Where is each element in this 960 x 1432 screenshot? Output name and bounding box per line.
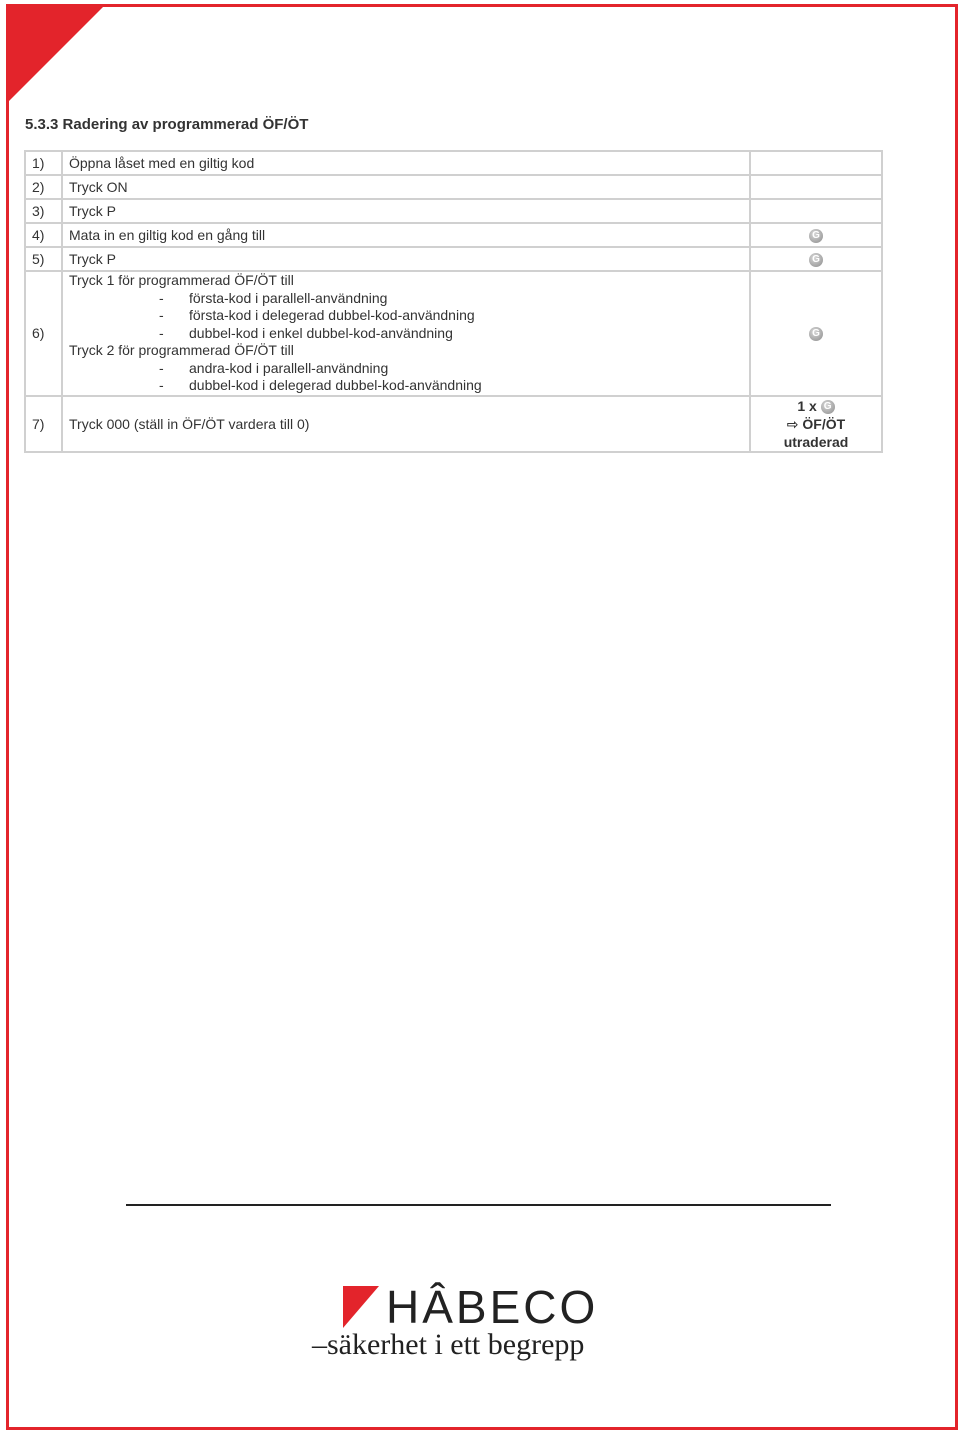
status-cell bbox=[750, 223, 882, 247]
g-indicator-icon: G bbox=[809, 327, 823, 341]
table-row bbox=[25, 247, 882, 271]
logo-wordmark: HÂBECO bbox=[386, 1281, 599, 1333]
option-item bbox=[69, 307, 743, 325]
dash: - bbox=[159, 324, 164, 341]
step-number: 4) bbox=[25, 223, 62, 247]
option-text: första-kod i parallell-användning bbox=[189, 289, 388, 306]
dash: - bbox=[159, 289, 164, 306]
table-row bbox=[25, 175, 882, 199]
dash: - bbox=[159, 307, 164, 323]
step-number: 5) bbox=[25, 247, 62, 271]
step-text: Öppna låset med en giltig kod bbox=[62, 151, 750, 175]
step-number: 7) bbox=[25, 396, 62, 452]
step-number: 6) bbox=[25, 271, 62, 396]
status-cell bbox=[750, 271, 882, 396]
step-number: 1) bbox=[25, 151, 62, 175]
option-item bbox=[69, 360, 743, 378]
footer-divider bbox=[126, 1204, 831, 1206]
option-text: dubbel-kod i enkel dubbel-kod-användning bbox=[189, 324, 453, 341]
status-cell bbox=[750, 151, 882, 175]
step-text: Mata in en giltig kod en gång till bbox=[62, 223, 750, 247]
g-indicator-icon: G bbox=[809, 229, 823, 243]
option-text: andra-kod i parallell-användning bbox=[189, 359, 389, 376]
option-item bbox=[69, 377, 743, 395]
table-row bbox=[25, 396, 882, 452]
result-line: utraderad bbox=[783, 433, 849, 450]
result-text: ÖF/ÖT bbox=[802, 415, 846, 432]
table-row bbox=[25, 223, 882, 247]
steps-table bbox=[24, 150, 883, 453]
step-number: 3) bbox=[25, 199, 62, 223]
dash: - bbox=[159, 359, 164, 376]
option-heading: Tryck 1 för programmerad ÖF/ÖT till bbox=[69, 272, 294, 288]
section-title: 5.3.3 Radering av programmerad ÖF/ÖT bbox=[25, 116, 309, 133]
status-cell bbox=[750, 396, 882, 452]
option-text: dubbel-kod i delegerad dubbel-kod-användning bbox=[189, 377, 482, 393]
status-cell bbox=[750, 199, 882, 223]
corner-accent bbox=[9, 7, 103, 101]
option-text: första-kod i delegerad dubbel-kod-användning bbox=[189, 307, 475, 323]
step-text bbox=[62, 271, 750, 396]
arrow-right-icon: ⇨ bbox=[786, 415, 799, 432]
result-count: 1 x bbox=[797, 397, 817, 414]
dash: - bbox=[159, 377, 164, 393]
logo-flag-icon bbox=[343, 1286, 379, 1328]
step-number: 2) bbox=[25, 175, 62, 199]
option-heading: Tryck 2 för programmerad ÖF/ÖT till bbox=[69, 342, 294, 358]
option-item bbox=[69, 325, 743, 343]
status-cell bbox=[750, 175, 882, 199]
step-text: Tryck ON bbox=[62, 175, 750, 199]
brand-slogan: –säkerhet i ett begrepp bbox=[312, 1328, 585, 1361]
result-line bbox=[757, 397, 875, 415]
table-row bbox=[25, 271, 882, 396]
table-row bbox=[25, 199, 882, 223]
step-text: Tryck 000 (ställ in ÖF/ÖT vardera till 0) bbox=[62, 396, 750, 452]
g-indicator-icon: G bbox=[809, 253, 823, 267]
status-cell bbox=[750, 247, 882, 271]
g-indicator-icon: G bbox=[821, 400, 835, 414]
table-row bbox=[25, 151, 882, 175]
option-item bbox=[69, 290, 743, 308]
result-line bbox=[757, 415, 875, 433]
step-text: Tryck P bbox=[62, 247, 750, 271]
step-text: Tryck P bbox=[62, 199, 750, 223]
